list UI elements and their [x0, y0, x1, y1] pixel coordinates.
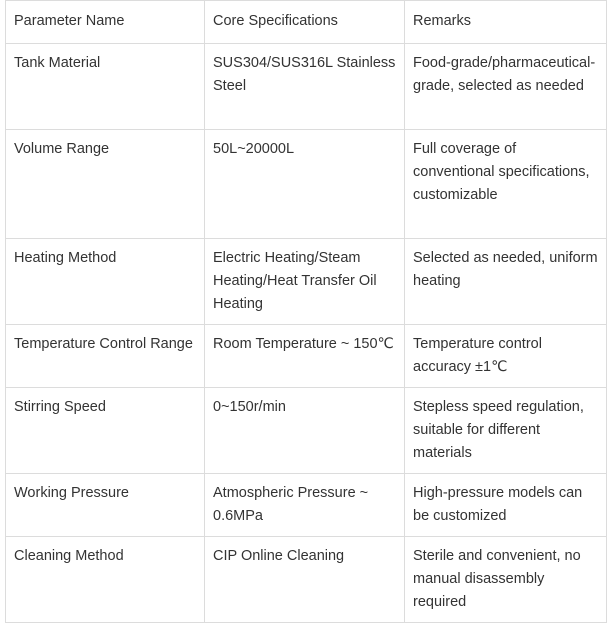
cell-specs: Atmospheric Pressure ~ 0.6MPa — [205, 474, 405, 537]
cell-specs: SUS304/SUS316L Stainless Steel — [205, 44, 405, 130]
cell-remarks: Full coverage of conventional specifications, customizable — [405, 130, 607, 239]
header-core-specifications: Core Specifications — [205, 1, 405, 44]
cell-parameter: Tank Material — [6, 44, 205, 130]
cell-parameter: Stirring Speed — [6, 388, 205, 474]
cell-remarks: High-pressure models can be customized — [405, 474, 607, 537]
cell-specs: CIP Online Cleaning — [205, 537, 405, 623]
table-row — [6, 239, 607, 325]
cell-parameter: Volume Range — [6, 130, 205, 239]
cell-remarks: Stepless speed regulation, suitable for different materials — [405, 388, 607, 474]
cell-parameter: Working Pressure — [6, 474, 205, 537]
table-row — [6, 474, 607, 537]
cell-remarks: Food-grade/pharmaceutical-grade, selected as needed — [405, 44, 607, 130]
table-header-row — [6, 1, 607, 44]
cell-parameter: Heating Method — [6, 239, 205, 325]
cell-parameter: Temperature Control Range — [6, 325, 205, 388]
cell-remarks: Selected as needed, uniform heating — [405, 239, 607, 325]
cell-specs: Room Temperature ~ 150℃ — [205, 325, 405, 388]
header-remarks: Remarks — [405, 1, 607, 44]
cell-specs: 0~150r/min — [205, 388, 405, 474]
cell-parameter: Cleaning Method — [6, 537, 205, 623]
table-row — [6, 325, 607, 388]
table-row — [6, 388, 607, 474]
header-parameter-name: Parameter Name — [6, 1, 205, 44]
cell-specs: Electric Heating/Steam Heating/Heat Transfer Oil Heating — [205, 239, 405, 325]
specifications-table — [5, 0, 607, 623]
table-row — [6, 537, 607, 623]
table-row — [6, 130, 607, 239]
cell-specs: 50L~20000L — [205, 130, 405, 239]
table-row — [6, 44, 607, 130]
cell-remarks: Temperature control accuracy ±1℃ — [405, 325, 607, 388]
cell-remarks: Sterile and convenient, no manual disassembly required — [405, 537, 607, 623]
